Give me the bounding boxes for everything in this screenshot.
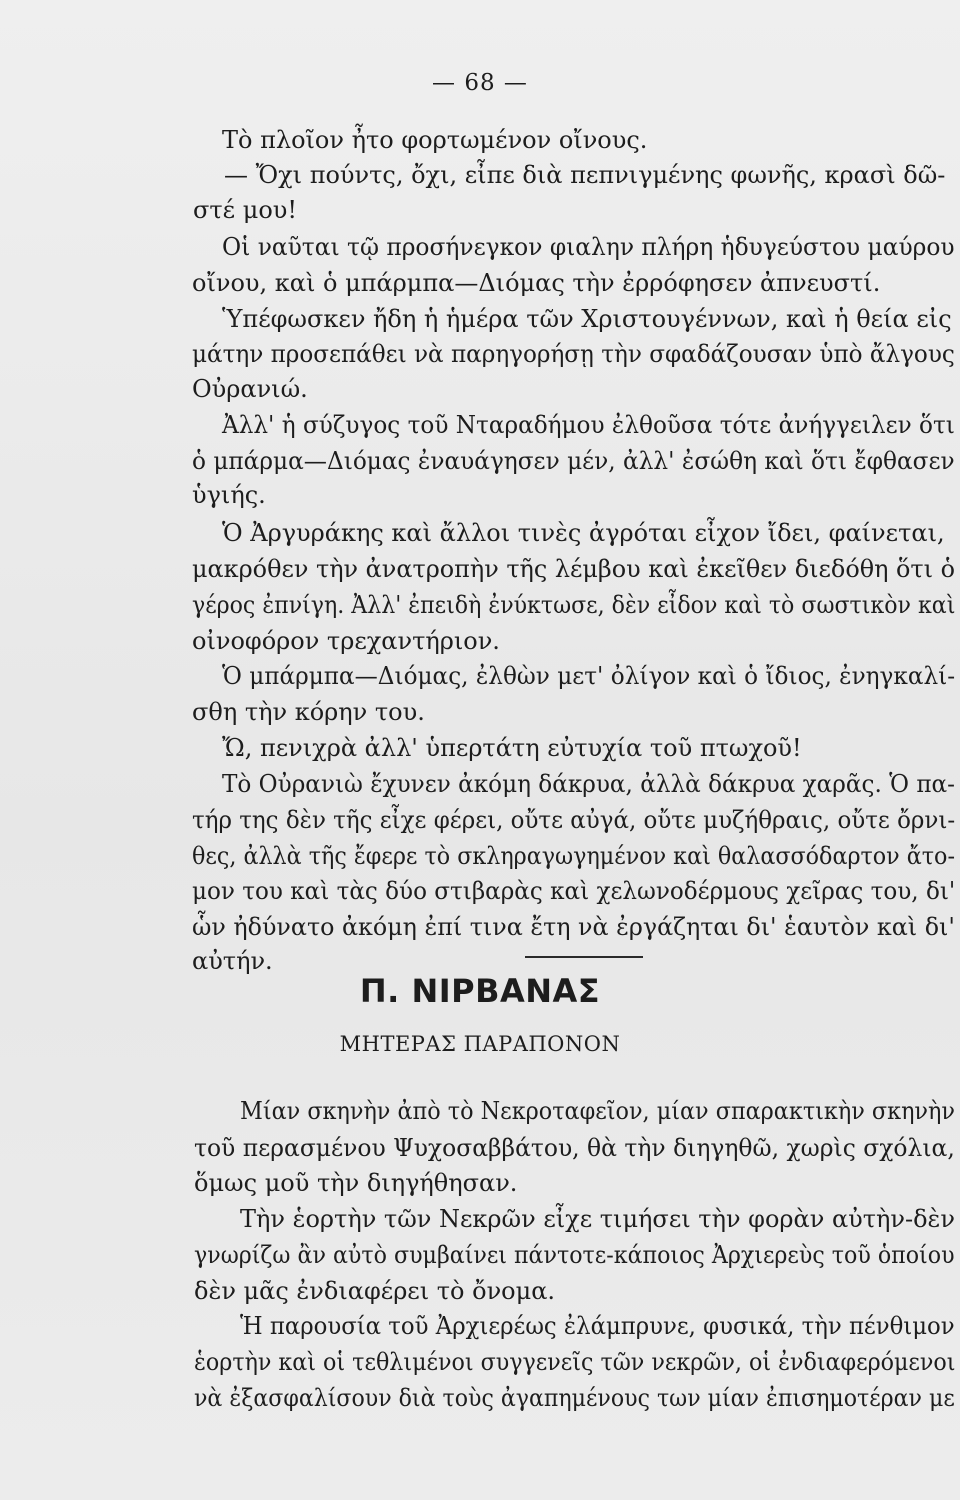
text-line: Τὴν ἑορτὴν τῶν Νεκρῶν εἶχε τιμήσει τὴν φορὰν αὐτὴν-δὲν [240, 1205, 956, 1233]
section-divider [525, 956, 643, 958]
text-line: οἴνου, καὶ ὁ μπάρμπα—Διόμας τὴν ἐρρόφησεν ἀπνευστί. [192, 269, 881, 297]
page-number: — 68 — [432, 70, 528, 96]
text-line: στέ μου! [193, 196, 298, 224]
text-line: ἑορτὴν καὶ οἱ τεθλιμένοι συγγενεῖς τῶν νεκρῶν, οἱ ἐνδιαφερόμενοι [194, 1348, 956, 1376]
text-line: Ἀλλ' ἡ σύζυγος τοῦ Νταραδήμου ἐλθοῦσα τότε ἀνήγγειλεν ὅτι [222, 411, 955, 439]
text-line: Ὁ Ἀργυράκης καὶ ἄλλοι τινὲς ἀγρόται εἶχον ἴδει, φαίνεται, [222, 519, 945, 547]
text-line: Ὁ μπάρμπα—Διόμας, ἐλθὼν μετ' ὀλίγον καὶ ὁ ἴδιος, ἐνηγκαλί- [222, 662, 956, 690]
text-line: μον του καὶ τὰς δύο στιβαρὰς καὶ χελωνοδέρμους χεῖρας του, δι' [192, 877, 956, 905]
text-line: ὧν ἠδύνατο ἀκόμη ἐπί τινα ἔτη νὰ ἐργάζηται δι' ἑαυτὸν καὶ δι' [192, 913, 955, 941]
text-line: θες, ἀλλὰ τῆς ἔφερε τὸ σκληραγωγημένον καὶ θαλασσόδαρτον ἄτο- [192, 842, 955, 870]
text-line: οἰνοφόρον τρεχαντήριον. [192, 627, 500, 655]
text-line: μακρόθεν τὴν ἀνατροπὴν τῆς λέμβου καὶ ἐκεῖθεν διεδόθη ὅτι ὁ [192, 555, 956, 583]
text-line: Ὤ, πενιχρὰ ἀλλ' ὑπερτάτη εὐτυχία τοῦ πτωχοῦ! [222, 734, 802, 762]
story-title: ΜΗΤΕΡΑΣ ΠΑΡΑΠΟΝΟΝ [339, 1032, 621, 1056]
text-line: Τὸ Οὐρανιὼ ἔχυνεν ἀκόμη δάκρυα, ἀλλὰ δάκρυα χαρᾶς. Ὁ πα- [222, 770, 955, 798]
text-line: ὅμως μοῦ τὴν διηγήθησαν. [194, 1169, 518, 1197]
text-line: δὲν μᾶς ἐνδιαφέρει τὸ ὄνομα. [194, 1277, 556, 1305]
text-line: νὰ ἐξασφαλίσουν διὰ τοὺς ἀγαπημένους των μίαν ἐπισημοτέραν με [194, 1384, 955, 1412]
author-name: Π. ΝΙΡΒΑΝΑΣ [359, 972, 601, 1010]
text-line: τοῦ περασμένου Ψυχοσαββάτου, θὰ τὴν διηγηθῶ, χωρὶς σχόλια, [194, 1134, 955, 1162]
text-line: γέρος ἐπνίγη. Ἀλλ' ἐπειδὴ ἐνύκτωσε, δὲν εἶδον καὶ τὸ σωστικὸν καὶ [192, 591, 956, 619]
text-line: Ὑπέφωσκεν ἤδη ἡ ἡμέρα τῶν Χριστουγέννων, καὶ ἡ θεία εἰς [222, 305, 952, 333]
text-line: Ἡ παρουσία τοῦ Ἀρχιερέως ἐλάμπρυνε, φυσικά, τὴν πένθιμον [240, 1312, 955, 1340]
text-line: Οὐρανιώ. [192, 375, 308, 403]
text-line: — Ὄχι πούντς, ὄχι, εἶπε διὰ πεπνιγμένης φωνῆς, κρασὶ δῶ- [224, 161, 946, 189]
text-line: Οἱ ναῦται τῷ προσήνεγκον φιαλην πλήρη ἡδυγεύστου μαύρου [222, 233, 955, 261]
text-line: Μίαν σκηνὴν ἀπὸ τὸ Νεκροταφεῖον, μίαν σπαρακτικὴν σκηνὴν [240, 1097, 955, 1125]
text-line: σθη τὴν κόρην του. [192, 698, 425, 726]
text-line: ὁ μπάρμα—Διόμας ἐναυάγησεν μέν, ἀλλ' ἐσώθη καὶ ὅτι ἔφθασεν [192, 447, 955, 475]
text-line: μάτην προσεπάθει νὰ παρηγορήσῃ τὴν σφαδάζουσαν ὑπὸ ἄλγους [192, 340, 955, 368]
text-line: τήρ της δὲν τῆς εἶχε φέρει, οὔτε αὐγά, οὔτε μυζήθραις, οὔτε ὄρνι- [192, 806, 956, 834]
text-line: γνωρίζω ἂν αὐτὸ συμβαίνει πάντοτε-κάποιος Ἀρχιερεὺς τοῦ ὁποίου [194, 1241, 955, 1269]
text-line: αὐτήν. [192, 947, 273, 975]
text-line: Τὸ πλοῖον ἦτο φορτωμένον οἴνους. [222, 126, 648, 154]
text-line: ὑγιής. [192, 481, 266, 509]
